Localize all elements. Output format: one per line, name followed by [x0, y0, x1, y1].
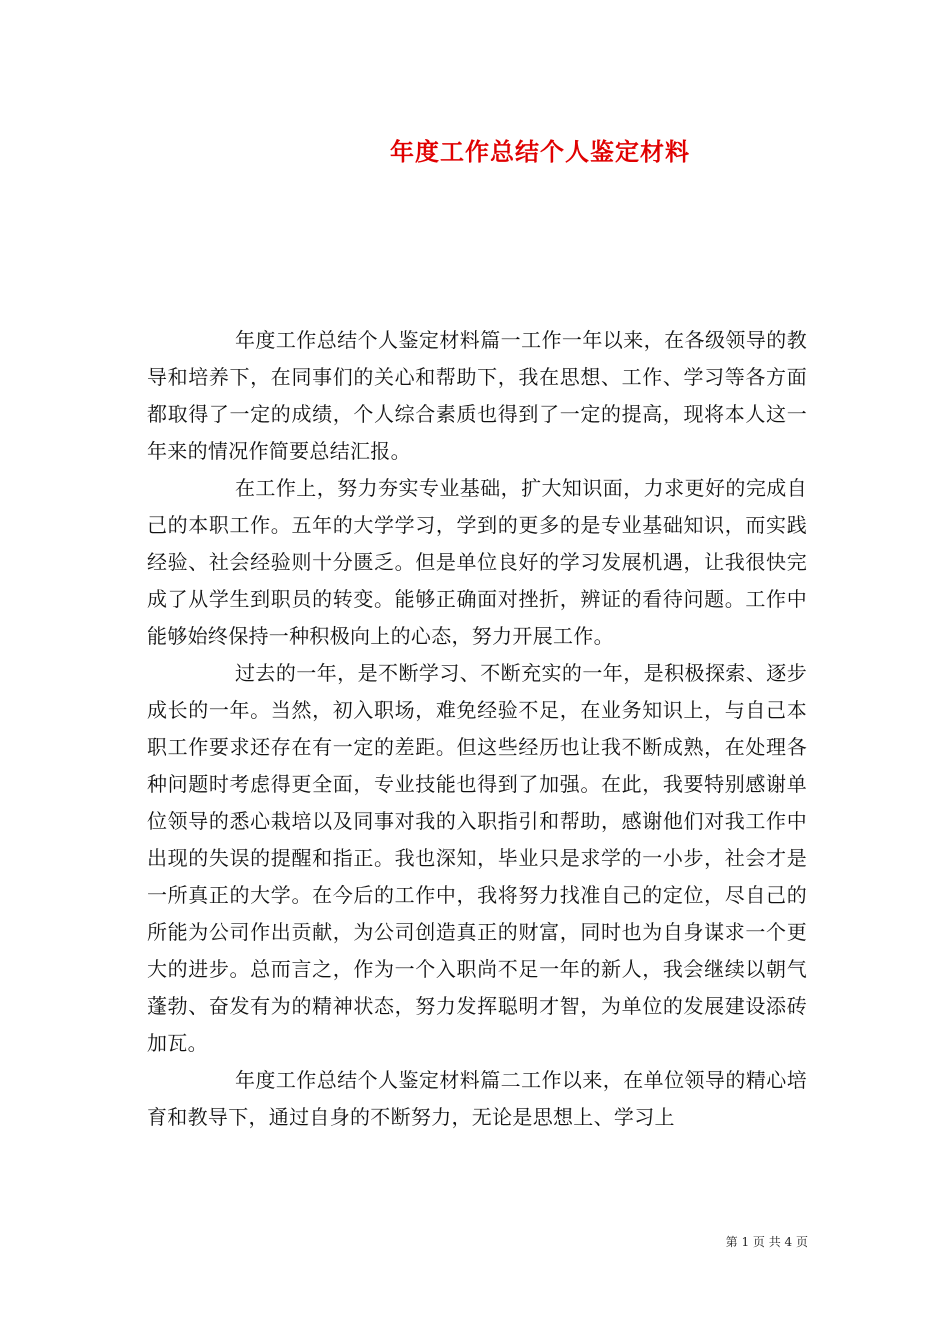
paragraph-1: 年度工作总结个人鉴定材料篇一工作一年以来，在各级领导的教导和培养下，在同事们的关心和帮助下，我在思想、工作、学习等各方面都取得了一定的成绩，个人综合素质也得到了一定的提高，现将本人这一年来的情况作简要总结汇报。	[147, 328, 807, 463]
document-body	[147, 322, 807, 1136]
paragraph-4: 年度工作总结个人鉴定材料篇二工作以来，在单位领导的精心培育和教导下，通过自身的不断努力，无论是思想上、学习上	[147, 1068, 807, 1129]
paragraph-2: 在工作上，努力夯实专业基础，扩大知识面，力求更好的完成自己的本职工作。五年的大学学习，学到的更多的是专业基础知识，而实践经验、社会经验则十分匮乏。但是单位良好的学习发展机遇，让我很快完成了从学生到职员的转变。能够正确面对挫折，辨证的看待问题。工作中能够始终保持一种积极向上的心态，努力开展工作。	[147, 476, 807, 648]
paragraph-3: 过去的一年，是不断学习、不断充实的一年，是积极探索、逐步成长的一年。当然，初入职场，难免经验不足，在业务知识上，与自己本职工作要求还存在有一定的差距。但这些经历也让我不断成熟，在处理各种问题时考虑得更全面，专业技能也得到了加强。在此，我要特别感谢单位领导的悉心栽培以及同事对我的入职指引和帮助，感谢他们对我工作中出现的失误的提醒和指正。我也深知，毕业只是求学的一小步，社会才是一所真正的大学。在今后的工作中，我将努力找准自己的定位，尽自己的所能为公司作出贡献，为公司创造真正的财富，同时也为自身谋求一个更大的进步。总而言之，作为一个入职尚不足一年的新人，我会继续以朝气蓬勃、奋发有为的精神状态，努力发挥聪明才智，为单位的发展建设添砖加瓦。	[147, 661, 807, 1055]
document-title: 年度工作总结个人鉴定材料	[390, 137, 690, 166]
page-number-footer: 第 1 页 共 4 页	[725, 1235, 808, 1249]
